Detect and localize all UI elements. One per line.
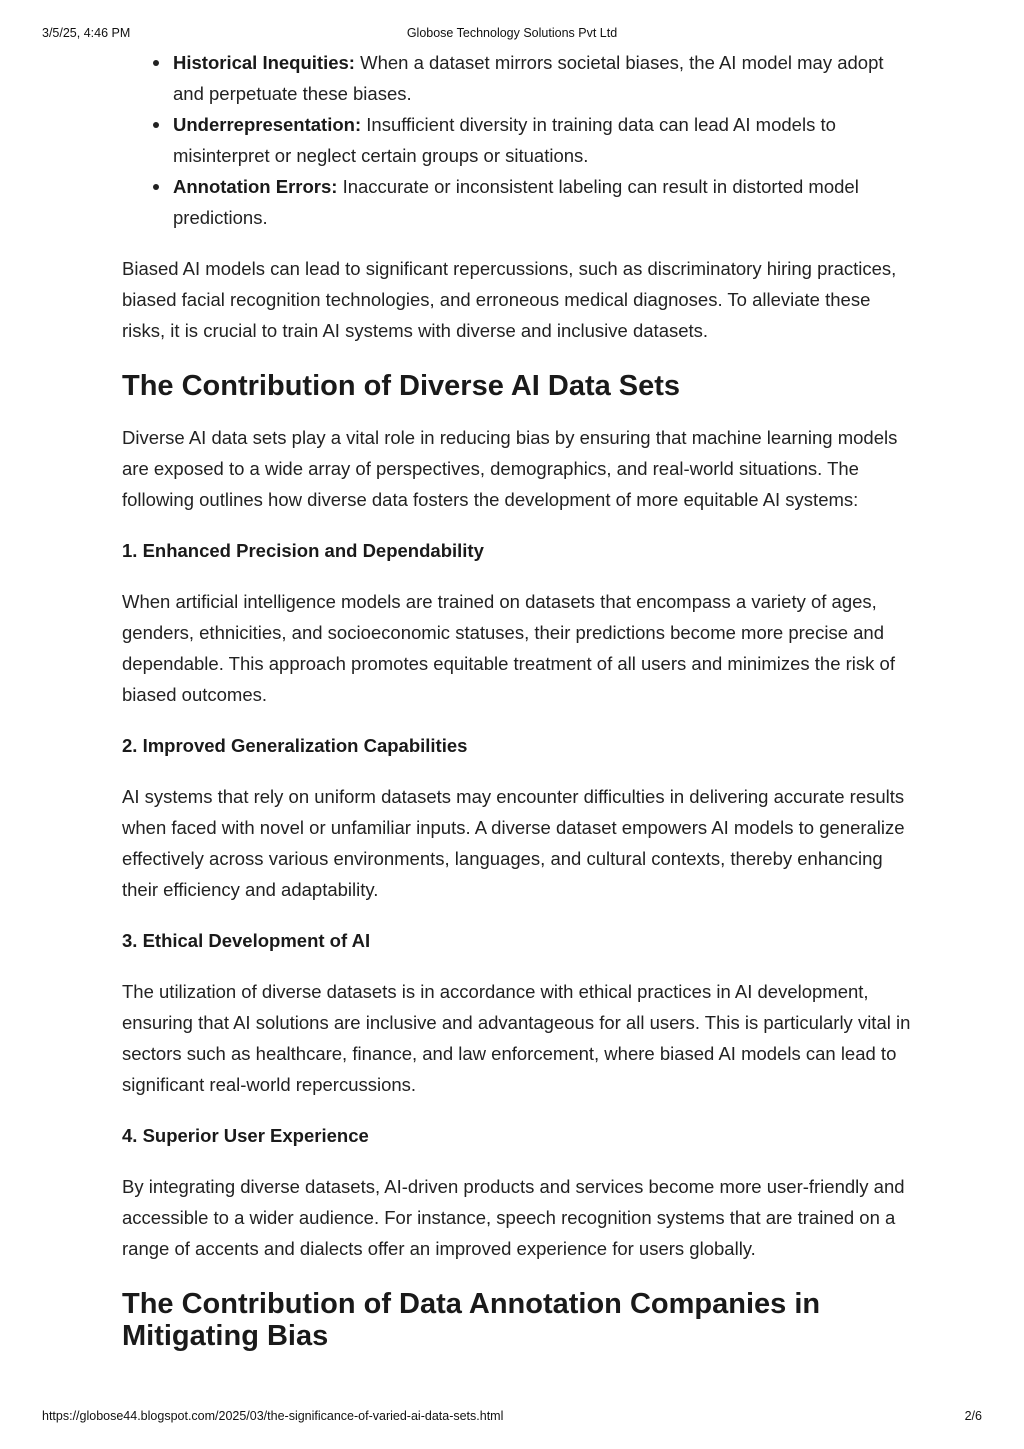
subheading-precision: 1. Enhanced Precision and Dependability bbox=[122, 540, 484, 561]
bullet-dot-icon bbox=[153, 122, 159, 128]
bias-causes-list bbox=[122, 47, 912, 233]
print-datetime: 3/5/25, 4:46 PM bbox=[42, 26, 131, 40]
bullet-dot-icon bbox=[153, 60, 159, 66]
list-item-term: Historical Inequities: bbox=[173, 52, 355, 73]
print-footer bbox=[0, 1409, 1024, 1425]
list-item-text: Insufficient diversity in training data can lead AI models to misinterpret or neglect certain groups or situations. bbox=[173, 114, 836, 166]
list-item-term: Annotation Errors: bbox=[173, 176, 338, 197]
print-header bbox=[0, 26, 1024, 42]
section-heading-diverse-datasets: The Contribution of Diverse AI Data Sets bbox=[122, 370, 681, 402]
section-intro-paragraph: Diverse AI data sets play a vital role in reducing bias by ensuring that machine learning models are exposed to a wide array of perspectives, demographics, and real-world situations. The following outlines how diverse data fosters the development of more equitable AI systems: bbox=[122, 427, 898, 510]
list-item-text: Inaccurate or inconsistent labeling can result in distorted model predictions. bbox=[173, 176, 859, 228]
subheading-ethical: 3. Ethical Development of AI bbox=[122, 930, 371, 951]
subheading-generalization: 2. Improved Generalization Capabilities bbox=[122, 735, 468, 756]
article-body bbox=[122, 47, 912, 1352]
intro-paragraph: Biased AI models can lead to significant repercussions, such as discriminatory hiring practices, biased facial recognition technologies, and erroneous medical diagnoses. To alleviate these risks, it is crucial to train AI systems with diverse and inclusive datasets. bbox=[122, 258, 897, 341]
list-item bbox=[173, 47, 912, 109]
paragraph-generalization: AI systems that rely on uniform datasets may encounter difficulties in delivering accurate results when faced with novel or unfamiliar inputs. A diverse dataset empowers AI models to generalize effectively across various environments, languages, and cultural contexts, thereby enhancing their efficiency and adaptability. bbox=[122, 786, 905, 900]
paragraph-user-experience: By integrating diverse datasets, AI-driven products and services become more user-friendly and accessible to a wider audience. For instance, speech recognition systems that are trained on a range of accents and dialects offer an improved experience for users globally. bbox=[122, 1176, 905, 1259]
list-item bbox=[173, 171, 912, 233]
list-item bbox=[173, 109, 912, 171]
page-url: https://globose44.blogspot.com/2025/03/the-significance-of-varied-ai-data-sets.html bbox=[42, 1409, 504, 1423]
bullet-dot-icon bbox=[153, 184, 159, 190]
section-heading-annotation-companies: The Contribution of Data Annotation Companies in Mitigating Bias bbox=[122, 1288, 821, 1352]
paragraph-ethical: The utilization of diverse datasets is in accordance with ethical practices in AI development, ensuring that AI solutions are inclusive and advantageous for all users. This is particularly vital in sectors such as healthcare, finance, and law enforcement, where biased AI models can lead to significant real-world repercussions. bbox=[122, 981, 911, 1095]
paragraph-precision: When artificial intelligence models are trained on datasets that encompass a variety of ages, genders, ethnicities, and socioeconomic statuses, their predictions become more precise and dependable. This approach promotes equitable treatment of all users and minimizes the risk of biased outcomes. bbox=[122, 591, 895, 705]
subheading-user-experience: 4. Superior User Experience bbox=[122, 1125, 369, 1146]
list-item-text: When a dataset mirrors societal biases, the AI model may adopt and perpetuate these biases. bbox=[173, 52, 884, 104]
list-item-term: Underrepresentation: bbox=[173, 114, 362, 135]
print-site-title: Globose Technology Solutions Pvt Ltd bbox=[406, 26, 618, 40]
page-number: 2/6 bbox=[964, 1409, 982, 1423]
